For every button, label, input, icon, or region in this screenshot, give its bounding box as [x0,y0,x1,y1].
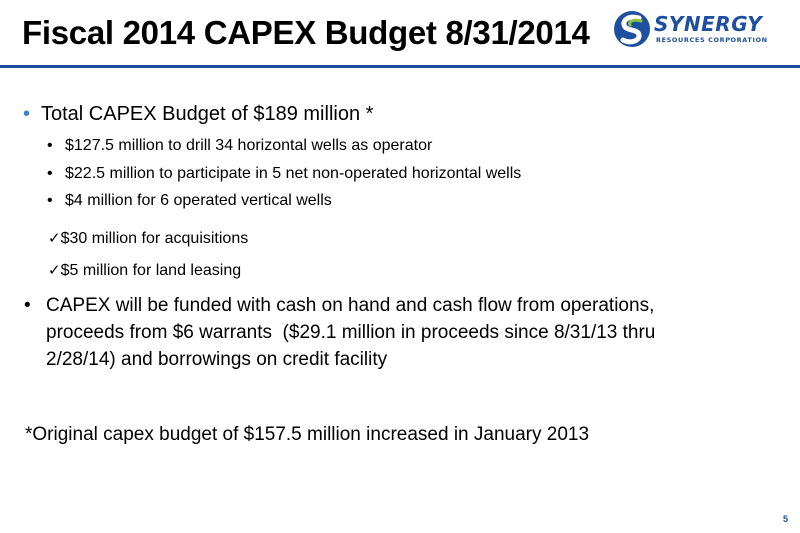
page-number: 5 [782,514,788,524]
title-rule [0,65,800,68]
check-item-text: $30 million for acquisitions [60,230,249,247]
main-bullet [23,103,373,126]
footnote: *Original capex budget of $157.5 million increased in January 2013 [25,424,590,445]
main-bullet-text: Total CAPEX Budget of $189 million * [41,103,374,125]
check-item-text: $5 million for land leasing [60,262,242,279]
bullet-dot-icon: • [47,137,53,154]
bullet-dot-icon: • [47,165,53,182]
funding-line: 2/28/14) and borrowings on credit facility [46,349,388,370]
company-logo [612,8,787,50]
sub-bullet [47,165,521,183]
bullet-dot-icon: • [24,295,31,316]
sub-bullet [47,137,432,155]
sub-bullet [47,192,332,210]
checkmark-icon: ✓ [48,261,61,279]
bullet-dot-icon: • [47,192,53,209]
sub-bullet-text: $22.5 million to participate in 5 net non-operated horizontal wells [65,165,522,182]
funding-line: CAPEX will be funded with cash on hand and cash flow from operations, [46,295,655,316]
checkmark-icon: ✓ [48,229,61,247]
funding-line: proceeds from $6 warrants ($29.1 million in proceeds since 8/31/13 thru [46,322,656,343]
funding-paragraph [46,292,746,373]
sub-bullet-text: $127.5 million to drill 34 horizontal wells as operator [65,137,433,154]
logo-name: SYNERGY [654,12,763,36]
sub-bullet-text: $4 million for 6 operated vertical wells [65,192,332,209]
logo-tagline: RESOURCES CORPORATION [656,36,768,44]
check-item [48,261,241,280]
check-item [48,229,248,248]
page-title: Fiscal 2014 CAPEX Budget 8/31/2014 [22,14,590,51]
bullet-dot-icon: • [23,103,31,125]
synergy-s-icon [612,9,652,49]
